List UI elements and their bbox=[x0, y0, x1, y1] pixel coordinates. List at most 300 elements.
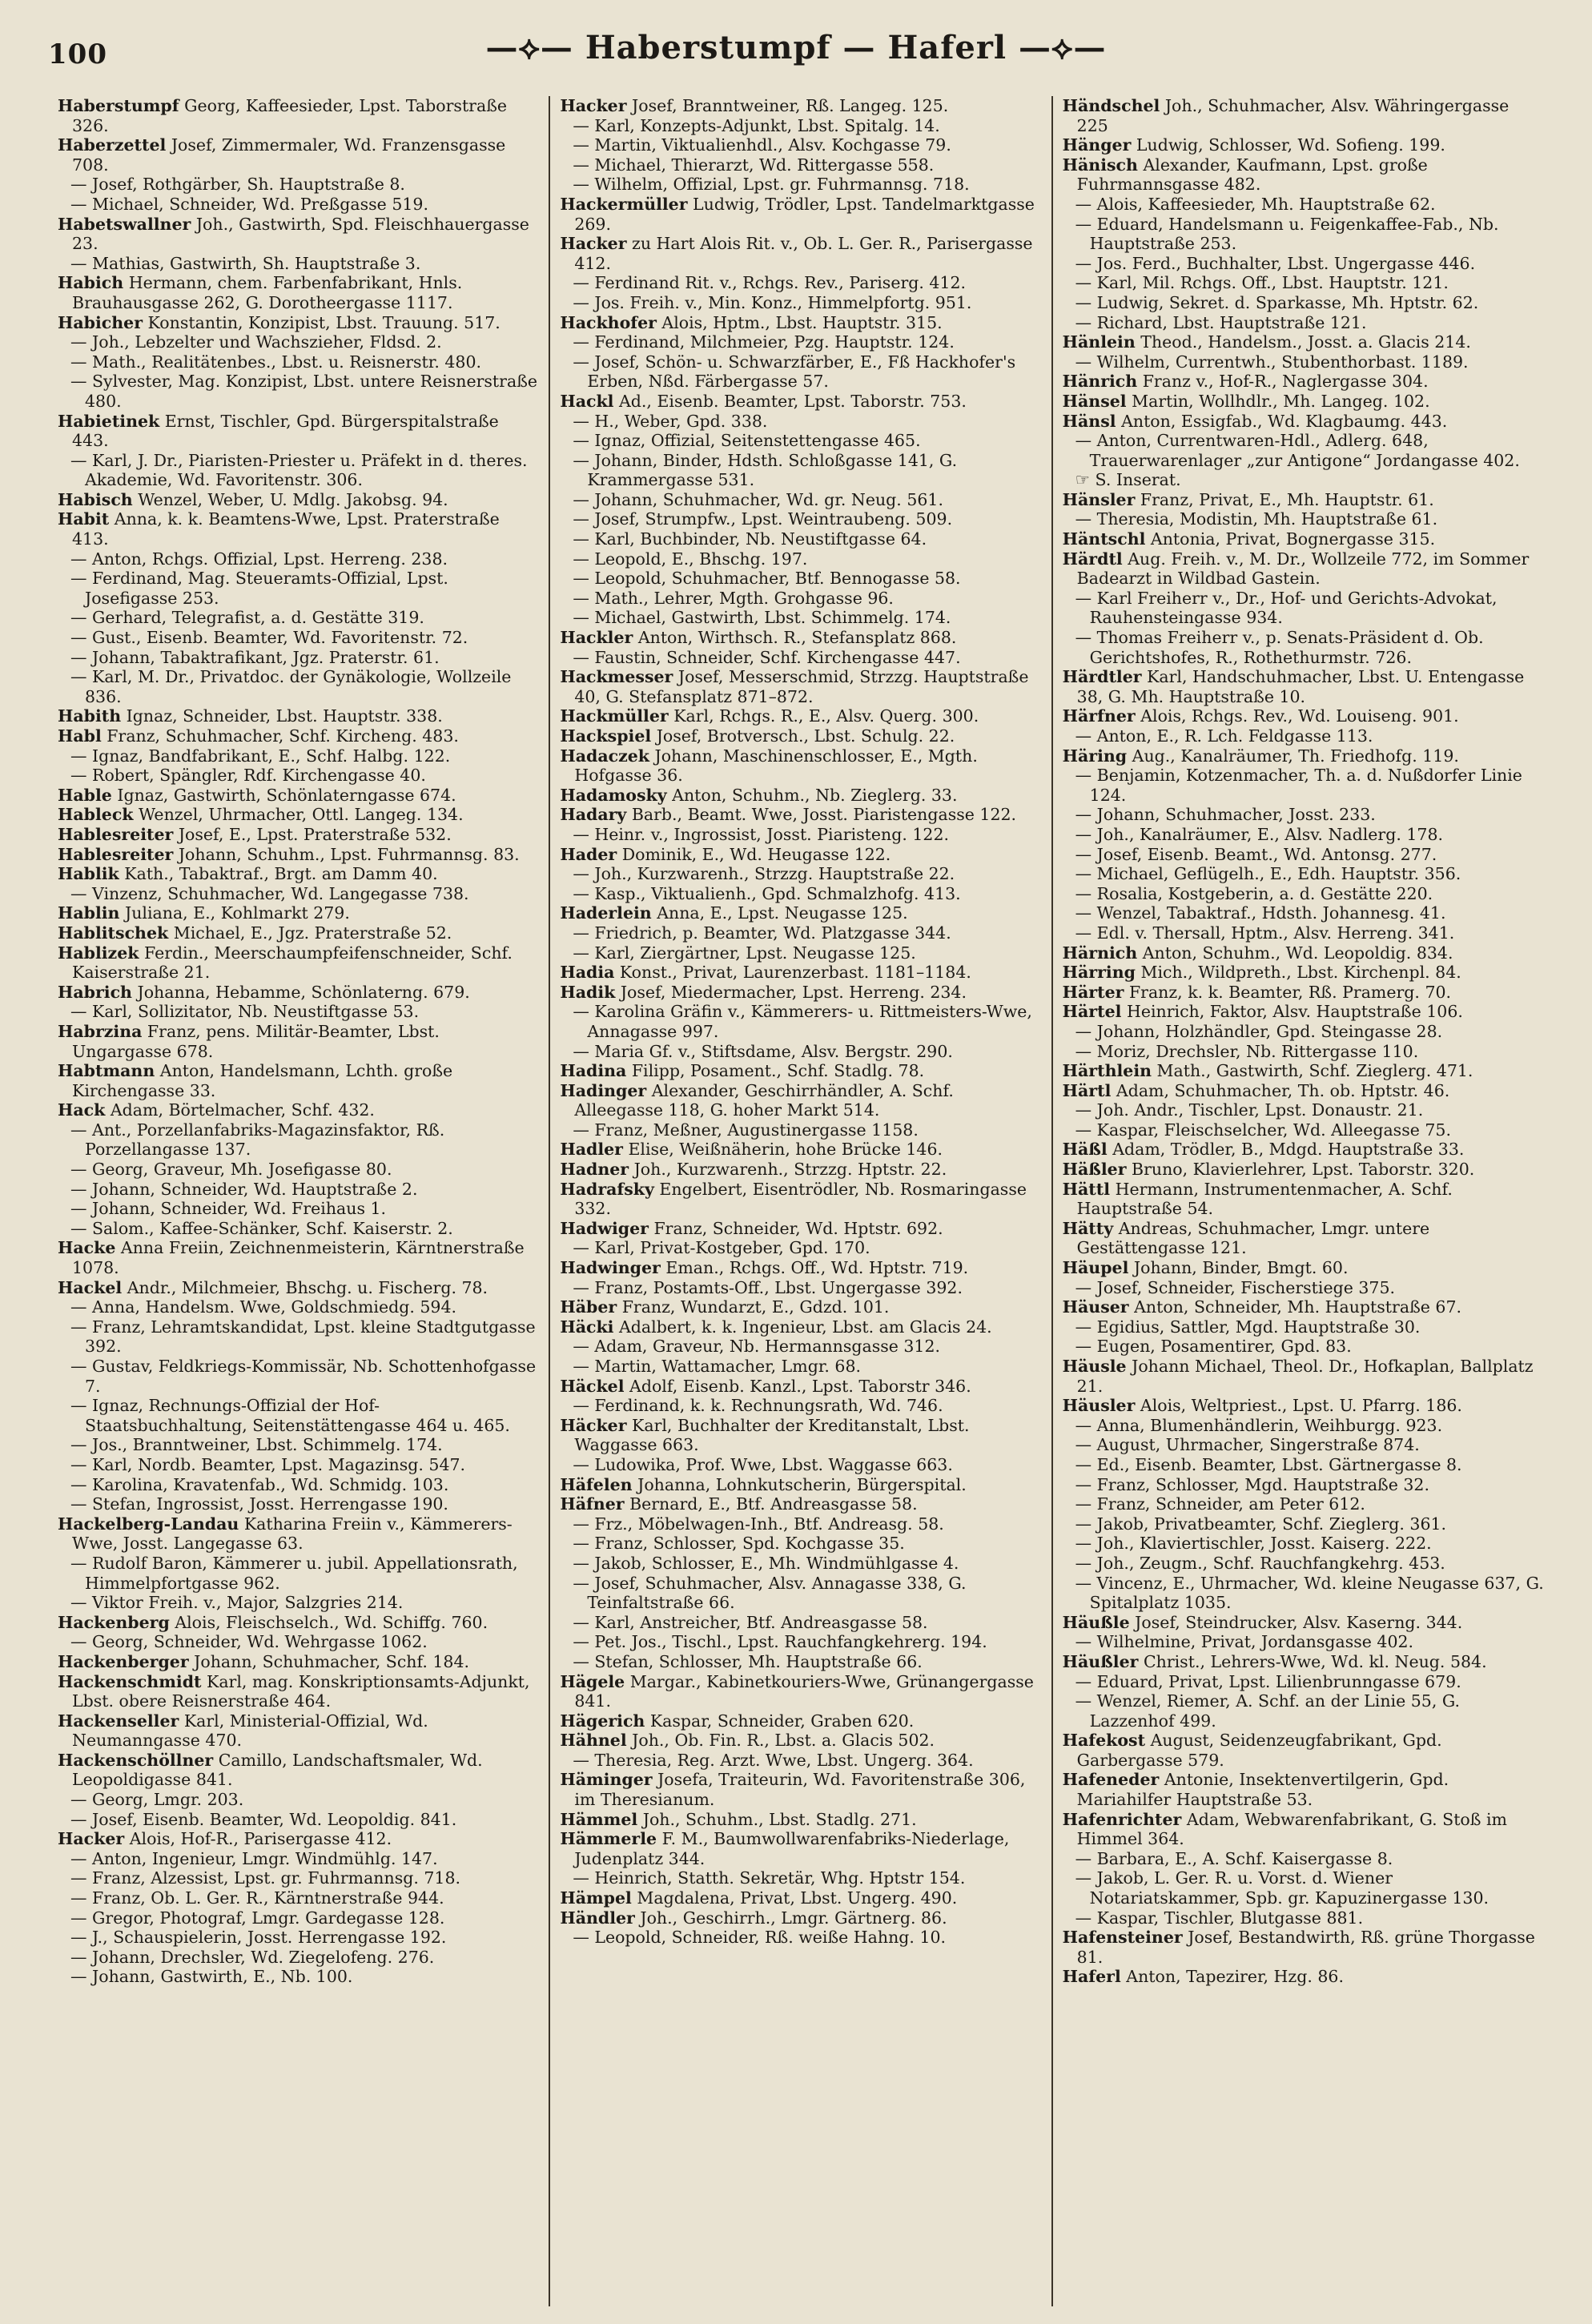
directory-entry bbox=[58, 1908, 539, 1928]
entry-details: Josef, Messerschmid, Strzzg. Hauptstraße 40, G. Stefansplatz 871–872. bbox=[574, 667, 1029, 706]
entry-details: — Eduard, Privat, Lpst. Lilienbrunngasse 679. bbox=[1075, 1671, 1461, 1691]
directory-entry bbox=[560, 1317, 1041, 1337]
entry-details: Ignaz, Schneider, Lbst. Hauptstr. 338. bbox=[121, 706, 443, 726]
directory-entry bbox=[560, 392, 1041, 412]
entry-surname: Haberzettel bbox=[58, 135, 167, 155]
entry-details: — Karl, Konzepts-Adjunkt, Lbst. Spitalg. 14. bbox=[573, 115, 940, 135]
directory-entry bbox=[560, 332, 1041, 352]
entry-details: — Ferdinand Rit. v., Rchgs. Rev., Pariserg. 412. bbox=[573, 273, 967, 293]
entry-surname: Hadwinger bbox=[560, 1258, 661, 1278]
directory-entry bbox=[1063, 1672, 1544, 1692]
entry-details: Alois, Fleischselch., Wd. Schiffg. 760. bbox=[169, 1612, 488, 1632]
entry-details: — Eugen, Posamentirer, Gpd. 83. bbox=[1075, 1337, 1352, 1357]
entry-details: Josefa, Traiteurin, Wd. Favoritenstraße 306, im Theresianum. bbox=[574, 1770, 1026, 1810]
entry-details: Karl, mag. Konskriptionsamts-Adjunkt, Lbst. obere Reisnerstraße 464. bbox=[72, 1671, 530, 1711]
entry-details: Juliana, E., Kohlmarkt 279. bbox=[119, 903, 350, 923]
entry-details: Johann Michael, Theol. Dr., Hofkaplan, Ballplatz 21. bbox=[1076, 1357, 1534, 1396]
directory-entry bbox=[560, 1574, 1041, 1613]
entry-details: Adam, Trödler, B., Mdgd. Hauptstraße 33. bbox=[1107, 1140, 1465, 1160]
directory-entry bbox=[58, 1613, 539, 1633]
entry-details: — Ant., Porzellanfabriks-Magazinsfaktor, Rß. Porzellangasse 137. bbox=[70, 1120, 445, 1160]
entry-details: — Jakob, Schlosser, E., Mh. Windmühlgasse 4. bbox=[573, 1553, 959, 1573]
entry-surname: Härthlein bbox=[1062, 1061, 1152, 1081]
entry-surname: Habrich bbox=[58, 982, 132, 1002]
directory-entry bbox=[560, 313, 1041, 333]
directory-entry bbox=[1063, 1219, 1544, 1258]
entry-details: — Karl, M. Dr., Privatdoc. der Gynäkologie, Wollzeile 836. bbox=[70, 667, 512, 706]
directory-entry bbox=[1063, 845, 1544, 865]
entry-details: — Johann, Gastwirth, E., Nb. 100. bbox=[70, 1967, 353, 1987]
entry-surname: Hacker bbox=[560, 234, 627, 254]
entry-details: — Salom., Kaffee-Schänker, Schf. Kaiserstr. 2. bbox=[70, 1218, 453, 1238]
directory-entry bbox=[560, 845, 1041, 865]
directory-entry bbox=[1063, 195, 1544, 215]
directory-entry bbox=[58, 1829, 539, 1849]
entry-surname: Häußle bbox=[1062, 1612, 1130, 1632]
directory-entry bbox=[560, 1613, 1041, 1633]
directory-entry bbox=[560, 903, 1041, 923]
entry-details: — Jos. Ferd., Buchhalter, Lbst. Ungergasse 446. bbox=[1075, 253, 1476, 273]
entry-details: Bernard, E., Btf. Andreasgasse 58. bbox=[624, 1494, 918, 1514]
directory-entry bbox=[1063, 1357, 1544, 1396]
directory-entry bbox=[560, 648, 1041, 668]
entry-details: Michael, E., Jgz. Praterstraße 52. bbox=[168, 923, 452, 943]
entry-details: — Franz, Schneider, am Peter 612. bbox=[1075, 1494, 1365, 1514]
entry-details: — Eduard, Handelsmann u. Feigenkaffee-Fab., Nb. Hauptstraße 253. bbox=[1075, 214, 1499, 254]
directory-entry bbox=[58, 983, 539, 1003]
entry-details: — Franz, Meßner, Augustinergasse 1158. bbox=[573, 1120, 919, 1140]
entry-surname: Häupel bbox=[1062, 1258, 1129, 1278]
entry-details: — Moriz, Drechsler, Nb. Rittergasse 110. bbox=[1075, 1041, 1419, 1061]
entry-details: Ferdin., Meerschaumpfeifenschneider, Schf. Kaiserstraße 21. bbox=[72, 943, 513, 983]
entry-details: — Josef, Rothgärber, Sh. Hauptstraße 8. bbox=[70, 175, 405, 195]
entry-details: zu Hart Alois Rit. v., Ob. L. Ger. R., Parisergasse 412. bbox=[574, 234, 1033, 273]
directory-entry bbox=[560, 549, 1041, 569]
entry-details: — Jos. Freih. v., Min. Konz., Himmelpfortg. 951. bbox=[573, 292, 972, 312]
directory-entry bbox=[560, 1908, 1041, 1928]
entry-surname: Hadinger bbox=[560, 1080, 647, 1100]
entry-surname: Habrzina bbox=[58, 1021, 143, 1041]
directory-entry bbox=[560, 1731, 1041, 1751]
directory-entry bbox=[58, 1475, 539, 1495]
entry-details: — Stefan, Ingrossist, Josst. Herrengasse 190. bbox=[70, 1494, 448, 1514]
directory-entry bbox=[58, 1652, 539, 1672]
entry-details: — Gerhard, Telegrafist, a. d. Gestätte 319. bbox=[70, 608, 424, 628]
directory-entry bbox=[560, 175, 1041, 195]
directory-entry bbox=[1063, 549, 1544, 589]
directory-entry bbox=[58, 648, 539, 668]
entry-details: — Martin, Viktualienhdl., Alsv. Kochgasse 79. bbox=[573, 135, 951, 155]
directory-entry bbox=[58, 549, 539, 569]
entry-surname: Habith bbox=[58, 706, 122, 726]
directory-entry bbox=[1063, 943, 1544, 963]
entry-details: Joh., Schuhmacher, Alsv. Währingergasse 225 bbox=[1076, 96, 1510, 135]
directory-entry bbox=[1063, 1731, 1544, 1770]
entry-details: — Johann, Schuhmacher, Wd. gr. Neug. 561. bbox=[573, 489, 943, 509]
directory-entry bbox=[560, 1672, 1041, 1711]
entry-details: — Karl Freiherr v., Dr., Hof- und Gerichts-Advokat, Rauhensteingasse 934. bbox=[1075, 588, 1498, 628]
directory-entry bbox=[58, 1278, 539, 1298]
entry-surname: Hackenseller bbox=[58, 1711, 179, 1731]
entry-surname: Hackenberger bbox=[58, 1651, 189, 1671]
directory-entry bbox=[1063, 1061, 1544, 1081]
directory-entry bbox=[560, 1002, 1041, 1041]
entry-details: Andreas, Schuhmacher, Lmgr. untere Gestättengasse 121. bbox=[1076, 1218, 1430, 1258]
directory-entry bbox=[1063, 1770, 1544, 1809]
directory-entry bbox=[1063, 983, 1544, 1003]
directory-entry bbox=[1063, 1554, 1544, 1574]
directory-entry bbox=[58, 1672, 539, 1711]
entry-details: — Martin, Wattamacher, Lmgr. 68. bbox=[573, 1357, 862, 1376]
entry-surname: Habicher bbox=[58, 312, 143, 332]
entry-details: Johanna, Lohnkutscherin, Bürgerspital. bbox=[632, 1474, 967, 1494]
entry-surname: Händschel bbox=[1062, 96, 1160, 115]
entry-surname: Hack bbox=[58, 1100, 106, 1120]
entry-surname: Häber bbox=[560, 1297, 617, 1317]
directory-entry bbox=[560, 1160, 1041, 1180]
entry-surname: Hättl bbox=[1062, 1179, 1111, 1199]
entry-details: — Adam, Graveur, Nb. Hermannsgasse 312. bbox=[573, 1337, 941, 1357]
entry-details: — Joh. Andr., Tischler, Lpst. Donaustr. 21. bbox=[1075, 1100, 1424, 1120]
directory-entry bbox=[1063, 313, 1544, 333]
entry-details: Josef, Steindrucker, Alsv. Kaserng. 344. bbox=[1129, 1612, 1463, 1632]
entry-details: — Heinr. v., Ingrossist, Josst. Piaristeng. 122. bbox=[573, 824, 950, 844]
entry-details: — Wilhelm, Currentwh., Stubenthorbast. 1189. bbox=[1075, 352, 1469, 372]
directory-entry bbox=[58, 352, 539, 372]
entry-details: — Josef, Schneider, Fischerstiege 375. bbox=[1075, 1277, 1396, 1297]
directory-entry bbox=[58, 1238, 539, 1277]
column-right bbox=[1053, 96, 1554, 2306]
entry-surname: Hackenschöllner bbox=[58, 1750, 214, 1770]
entry-details: — Ferdinand, Mag. Steueramts-Offizial, Lpst. Josefigasse 253. bbox=[70, 569, 448, 608]
entry-surname: Hänger bbox=[1062, 135, 1132, 155]
entry-details: Alexander, Kaufmann, Lpst. große Fuhrmannsgasse 482. bbox=[1076, 155, 1428, 195]
directory-entry bbox=[58, 1297, 539, 1317]
entry-surname: Hadrafsky bbox=[560, 1179, 654, 1199]
entry-surname: Härring bbox=[1062, 963, 1136, 983]
entry-surname: Hafeneder bbox=[1062, 1770, 1160, 1790]
entry-details: — Jakob, L. Ger. R. u. Vorst. d. Wiener Notariatskammer, Spb. gr. Kapuzinergasse 130. bbox=[1075, 1868, 1489, 1908]
entry-details: — Kaspar, Tischler, Blutgasse 881. bbox=[1075, 1908, 1364, 1928]
running-title: —⟡— Haberstumpf — Haferl —⟡— bbox=[485, 29, 1107, 66]
entry-details: — Ignaz, Rechnungs-Offizial der Hof-Staatsbuchhaltung, Seitenstättengasse 464 u. 465. bbox=[70, 1396, 510, 1435]
entry-details: — Joh., Klaviertischler, Josst. Kaiserg. 222. bbox=[1075, 1534, 1432, 1554]
entry-details: Joh., Geschirrh., Lmgr. Gärtnerg. 86. bbox=[634, 1908, 947, 1928]
entry-details: Josef, E., Lpst. Praterstraße 532. bbox=[173, 824, 452, 844]
entry-details: Aug. Freih. v., M. Dr., Wollzeile 772, im Sommer Badearzt in Wildbad Gastein. bbox=[1076, 549, 1530, 589]
entry-details: — Jakob, Privatbeamter, Schf. Zieglerg. 361. bbox=[1075, 1514, 1447, 1534]
entry-surname: Häring bbox=[1062, 746, 1128, 766]
directory-entry bbox=[1063, 864, 1544, 884]
entry-details: Johann, Schuhm., Lpst. Fuhrmannsg. 83. bbox=[173, 844, 520, 864]
entry-details: — Karl, Privat-Kostgeber, Gpd. 170. bbox=[573, 1238, 870, 1258]
entry-details: Martin, Wollhdlr., Mh. Langeg. 102. bbox=[1126, 391, 1430, 411]
entry-surname: Hadaczek bbox=[560, 746, 649, 766]
entry-details: — Kaspar, Fleischselcher, Wd. Alleegasse 75. bbox=[1075, 1120, 1451, 1140]
directory-entry bbox=[58, 1199, 539, 1219]
entry-columns bbox=[48, 96, 1554, 2306]
entry-details: — Vincenz, E., Uhrmacher, Wd. kleine Neugasse 637, G. Spitalplatz 1035. bbox=[1075, 1573, 1544, 1613]
directory-entry bbox=[560, 293, 1041, 313]
directory-entry bbox=[58, 786, 539, 806]
directory-entry bbox=[1063, 1810, 1544, 1849]
entry-surname: Häntschl bbox=[1062, 529, 1146, 549]
entry-details: — Leopold, Schuhmacher, Btf. Bennogasse 58. bbox=[573, 569, 961, 589]
directory-entry bbox=[1063, 1613, 1544, 1633]
entry-details: — Sylvester, Mag. Konzipist, Lbst. untere Reisnerstraße 480. bbox=[70, 372, 538, 411]
entry-details: — Franz, Lehramtskandidat, Lpst. kleine Stadtgutgasse 392. bbox=[70, 1317, 536, 1357]
entry-details: — Pet. Jos., Tischl., Lpst. Rauchfangkehrerg. 194. bbox=[573, 1632, 987, 1652]
entry-surname: Hafenrichter bbox=[1062, 1809, 1182, 1829]
directory-entry bbox=[560, 96, 1041, 116]
directory-entry bbox=[560, 1140, 1041, 1160]
directory-entry bbox=[58, 706, 539, 726]
entry-details: — Anton, E., R. Lch. Feldgasse 113. bbox=[1075, 726, 1373, 746]
directory-entry bbox=[1063, 1435, 1544, 1455]
entry-surname: Häußler bbox=[1062, 1651, 1139, 1671]
directory-entry bbox=[560, 135, 1041, 155]
directory-entry bbox=[1063, 1494, 1544, 1514]
directory-entry bbox=[1063, 1317, 1544, 1337]
directory-entry bbox=[1063, 470, 1544, 490]
entry-details: Adolf, Eisenb. Kanzl., Lpst. Taborstr 346. bbox=[624, 1376, 971, 1396]
entry-details: — Edl. v. Thersall, Hptm., Alsv. Herreng. 341. bbox=[1075, 923, 1455, 943]
entry-surname: Hägerich bbox=[560, 1711, 645, 1731]
directory-entry bbox=[1063, 746, 1544, 766]
directory-entry bbox=[58, 1967, 539, 1987]
directory-entry bbox=[58, 1928, 539, 1948]
directory-entry bbox=[58, 1868, 539, 1888]
entry-details: Barb., Beamt. Wwe, Josst. Piaristengasse 122. bbox=[626, 805, 1017, 825]
directory-entry bbox=[1063, 1022, 1544, 1042]
entry-surname: Häcker bbox=[560, 1415, 627, 1435]
entry-details: — Heinrich, Statth. Sekretär, Whg. Hptstr 154. bbox=[573, 1868, 966, 1888]
directory-entry bbox=[58, 372, 539, 411]
entry-surname: Haderlein bbox=[560, 903, 652, 923]
directory-entry bbox=[560, 569, 1041, 589]
directory-entry bbox=[1063, 589, 1544, 628]
entry-details: — Michael, Geflügelh., E., Edh. Hauptstr. 356. bbox=[1075, 864, 1461, 884]
entry-details: — Ignaz, Offizial, Seitenstettengasse 465. bbox=[573, 431, 921, 451]
entry-details: — Ferdinand, k. k. Rechnungsrath, Wd. 746. bbox=[573, 1396, 943, 1416]
entry-surname: Hablitschek bbox=[58, 923, 169, 943]
directory-entry bbox=[1063, 903, 1544, 923]
directory-entry bbox=[58, 825, 539, 845]
entry-surname: Hablesreiter bbox=[58, 824, 174, 844]
entry-details: — Jos., Branntweiner, Lbst. Schimmelg. 174. bbox=[70, 1435, 443, 1455]
entry-details: — Maria Gf. v., Stiftsdame, Alsv. Bergstr. 290. bbox=[573, 1041, 953, 1061]
directory-entry bbox=[58, 903, 539, 923]
entry-details: Anton, Handelsmann, Lchth. große Kirchengasse 33. bbox=[72, 1061, 453, 1100]
entry-details: — Johann, Schneider, Wd. Hauptstraße 2. bbox=[70, 1179, 418, 1199]
directory-entry bbox=[1063, 884, 1544, 904]
directory-entry bbox=[1063, 412, 1544, 432]
directory-entry bbox=[58, 313, 539, 333]
entry-surname: Hackel bbox=[58, 1277, 123, 1297]
entry-details: — Karl, Mil. Rchgs. Off., Lbst. Hauptstr. 121. bbox=[1075, 273, 1449, 293]
directory-entry bbox=[1063, 1180, 1544, 1219]
entry-details: — Franz, Schlosser, Spd. Kochgasse 35. bbox=[573, 1534, 905, 1554]
entry-surname: Hacke bbox=[58, 1238, 116, 1258]
entry-details: — Ludowika, Prof. Wwe, Lbst. Waggasse 663. bbox=[573, 1454, 953, 1474]
entry-details: — Gust., Eisenb. Beamter, Wd. Favoritenstr. 72. bbox=[70, 628, 468, 648]
directory-entry bbox=[1063, 1396, 1544, 1416]
entry-details: Hermann, chem. Farbenfabrikant, Hnls. Brauhausgasse 262, G. Dorotheergasse 1117. bbox=[72, 273, 463, 312]
directory-entry bbox=[58, 135, 539, 175]
entry-details: — Barbara, E., A. Schf. Kaisergasse 8. bbox=[1075, 1848, 1393, 1868]
entry-details: Ad., Eisenb. Beamter, Lpst. Taborstr. 753. bbox=[613, 391, 967, 411]
directory-entry bbox=[560, 726, 1041, 746]
directory-entry bbox=[560, 1554, 1041, 1574]
entry-details: — Karl, Anstreicher, Btf. Andreasgasse 58. bbox=[573, 1612, 928, 1632]
directory-entry bbox=[58, 1514, 539, 1554]
directory-entry bbox=[560, 1377, 1041, 1397]
entry-details: Engelbert, Eisentrödler, Nb. Rosmaringasse 332. bbox=[574, 1179, 1027, 1219]
directory-entry bbox=[58, 1022, 539, 1061]
directory-entry bbox=[1063, 1475, 1544, 1495]
entry-surname: Härtl bbox=[1062, 1080, 1112, 1100]
directory-entry bbox=[560, 628, 1041, 648]
entry-details: — Josef, Eisenb. Beamt., Wd. Antonsg. 277. bbox=[1075, 844, 1437, 864]
entry-details: Joh., Ob. Fin. R., Lbst. a. Glacis 502. bbox=[626, 1731, 935, 1751]
directory-entry bbox=[560, 1238, 1041, 1258]
directory-entry bbox=[58, 1810, 539, 1830]
directory-entry bbox=[58, 1948, 539, 1968]
entry-details: — Gregor, Photograf, Lmgr. Gardegasse 128. bbox=[70, 1908, 445, 1928]
entry-surname: Habich bbox=[58, 273, 124, 293]
directory-entry bbox=[58, 254, 539, 274]
entry-surname: Hadamosky bbox=[560, 785, 667, 805]
entry-details: Ludwig, Schlosser, Wd. Sofieng. 199. bbox=[1131, 135, 1445, 155]
directory-entry bbox=[58, 1357, 539, 1396]
entry-details: — Joh., Kurzwarenh., Strzzg. Hauptstraße 22. bbox=[573, 864, 955, 884]
page-number: 100 bbox=[48, 38, 107, 70]
entry-details: — Gustav, Feldkriegs-Kommissär, Nb. Schottenhofgasse 7. bbox=[70, 1357, 537, 1396]
directory-entry bbox=[560, 884, 1041, 904]
entry-details: — Theresia, Modistin, Mh. Hauptstraße 61. bbox=[1075, 509, 1438, 529]
entry-details: Anton, Wirthsch. R., Stefansplatz 868. bbox=[633, 628, 957, 648]
directory-entry bbox=[58, 1554, 539, 1593]
entry-surname: Hadwiger bbox=[560, 1218, 649, 1238]
directory-entry bbox=[1063, 706, 1544, 726]
entry-details: Ludwig, Trödler, Lpst. Tandelmarktgasse 269. bbox=[574, 194, 1035, 234]
entry-surname: Hader bbox=[560, 844, 617, 864]
directory-entry bbox=[560, 983, 1041, 1003]
directory-entry bbox=[560, 529, 1041, 549]
directory-entry bbox=[560, 1416, 1041, 1455]
entry-surname: Hablin bbox=[58, 903, 120, 923]
directory-entry bbox=[1063, 628, 1544, 667]
directory-entry bbox=[560, 490, 1041, 510]
entry-details: Anton, Schuhm., Nb. Zieglerg. 33. bbox=[666, 785, 958, 805]
entry-details: Franz, Wundarzt, E., Gdzd. 101. bbox=[617, 1297, 890, 1317]
entry-details: — Anton, Ingenieur, Lmgr. Windmühlg. 147. bbox=[70, 1848, 438, 1868]
directory-entry bbox=[58, 766, 539, 786]
entry-details: Ernst, Tischler, Gpd. Bürgerspitalstraße 443. bbox=[72, 411, 499, 451]
directory-entry bbox=[560, 412, 1041, 432]
directory-entry bbox=[1063, 1691, 1544, 1731]
entry-surname: Häßl bbox=[1062, 1140, 1108, 1160]
entry-surname: Härtel bbox=[1062, 1002, 1122, 1022]
entry-surname: Habit bbox=[58, 509, 110, 529]
entry-details: — Math., Lehrer, Mgth. Grohgasse 96. bbox=[573, 588, 894, 608]
directory-entry bbox=[560, 1120, 1041, 1140]
entry-details: — Johann, Schneider, Wd. Freihaus 1. bbox=[70, 1199, 387, 1219]
entry-details: — Georg, Lmgr. 203. bbox=[70, 1790, 244, 1810]
directory-entry bbox=[560, 923, 1041, 943]
entry-details: Karl, Handschuhmacher, Lbst. U. Entengasse 38, G. Mh. Hauptstraße 10. bbox=[1076, 667, 1525, 706]
directory-entry bbox=[58, 1751, 539, 1790]
directory-entry bbox=[58, 569, 539, 608]
entry-details: — Egidius, Sattler, Mgd. Hauptstraße 30. bbox=[1075, 1317, 1421, 1337]
entry-details: — Stefan, Schlosser, Mh. Hauptstraße 66. bbox=[573, 1651, 923, 1671]
entry-details: — Michael, Thierarzt, Wd. Rittergasse 558. bbox=[573, 155, 935, 175]
entry-details: — Viktor Freih. v., Major, Salzgries 214. bbox=[70, 1593, 404, 1613]
entry-details: Theod., Handelsm., Josst. a. Glacis 214. bbox=[1135, 332, 1471, 352]
entry-details: Eman., Rchgs. Off., Wd. Hptstr. 719. bbox=[660, 1258, 969, 1278]
directory-entry bbox=[560, 116, 1041, 136]
entry-details: — Thomas Freiherr v., p. Senats-Präsident d. Ob. Gerichtshofes, R., Rothethurmstr. 726. bbox=[1075, 628, 1484, 667]
entry-surname: Hadik bbox=[560, 982, 616, 1002]
directory-entry bbox=[1063, 509, 1544, 529]
entry-surname: Hämpel bbox=[560, 1888, 632, 1908]
entry-details: — Ignaz, Bandfabrikant, E., Schf. Halbg. 122. bbox=[70, 746, 451, 766]
entry-surname: Häfelen bbox=[560, 1474, 633, 1494]
entry-details: — Robert, Spängler, Rdf. Kirchengasse 40. bbox=[70, 766, 426, 786]
entry-surname: Hänrich bbox=[1062, 372, 1138, 392]
directory-entry bbox=[58, 1219, 539, 1239]
entry-details: ☞ S. Inserat. bbox=[1075, 470, 1181, 490]
entry-details: — Franz, Schlosser, Mgd. Hauptstraße 32. bbox=[1075, 1474, 1429, 1494]
directory-entry bbox=[58, 1120, 539, 1160]
entry-surname: Hablesreiter bbox=[58, 844, 174, 864]
entry-details: Math., Gastwirth, Schf. Zieglerg. 471. bbox=[1152, 1061, 1473, 1081]
directory-entry bbox=[1063, 805, 1544, 825]
page-header bbox=[0, 0, 1592, 70]
entry-details: — Wilhelmine, Privat, Jordansgasse 402. bbox=[1075, 1632, 1414, 1652]
directory-entry bbox=[560, 451, 1041, 490]
entry-details: Aug., Kanalräumer, Th. Friedhofg. 119. bbox=[1127, 746, 1459, 766]
entry-details: — Georg, Graveur, Mh. Josefigasse 80. bbox=[70, 1160, 392, 1180]
directory-entry bbox=[560, 667, 1041, 706]
entry-surname: Hackspiel bbox=[560, 726, 652, 746]
entry-details: Anton, Schneider, Mh. Hauptstraße 67. bbox=[1128, 1297, 1462, 1317]
directory-entry bbox=[1063, 372, 1544, 392]
entry-details: — Wenzel, Tabaktraf., Hdsth. Johannesg. 41. bbox=[1075, 903, 1446, 923]
entry-details: — Karolina Gräfin v., Kämmerers- u. Rittmeisters-Wwe, Annagasse 997. bbox=[573, 1002, 1032, 1041]
entry-details: — Anna, Handelsm. Wwe, Goldschmiedg. 594. bbox=[70, 1297, 457, 1317]
directory-entry bbox=[1063, 135, 1544, 155]
directory-entry bbox=[58, 1061, 539, 1100]
entry-details: Georg, Kaffeesieder, Lpst. Taborstraße 326. bbox=[72, 96, 508, 135]
entry-surname: Hacker bbox=[560, 96, 627, 115]
directory-entry bbox=[58, 667, 539, 706]
entry-surname: Häfner bbox=[560, 1494, 625, 1514]
entry-details: Karl, Ministerial-Offizial, Wd. Neumanngasse 470. bbox=[72, 1711, 428, 1751]
directory-entry bbox=[560, 1928, 1041, 1948]
directory-entry bbox=[560, 1297, 1041, 1317]
directory-entry bbox=[1063, 1928, 1544, 1967]
entry-surname: Hafekost bbox=[1062, 1731, 1146, 1751]
entry-details: — Rosalia, Kostgeberin, a. d. Gestätte 220. bbox=[1075, 883, 1433, 903]
directory-entry bbox=[1063, 1908, 1544, 1928]
directory-entry bbox=[58, 943, 539, 983]
entry-details: Josef, Branntweiner, Rß. Langeg. 125. bbox=[626, 96, 949, 115]
entry-details: — Franz, Alzessist, Lpst. gr. Fuhrmannsg. 718. bbox=[70, 1868, 461, 1888]
entry-surname: Hackelberg-Landau bbox=[58, 1514, 239, 1534]
entry-details: — Johann, Tabaktrafikant, Jgz. Praterstr. 61. bbox=[70, 647, 440, 667]
entry-details: — Josef, Schön- u. Schwarzfärber, E., Fß Hackhofer's Erben, Nßd. Färbergasse 57. bbox=[573, 352, 1016, 392]
